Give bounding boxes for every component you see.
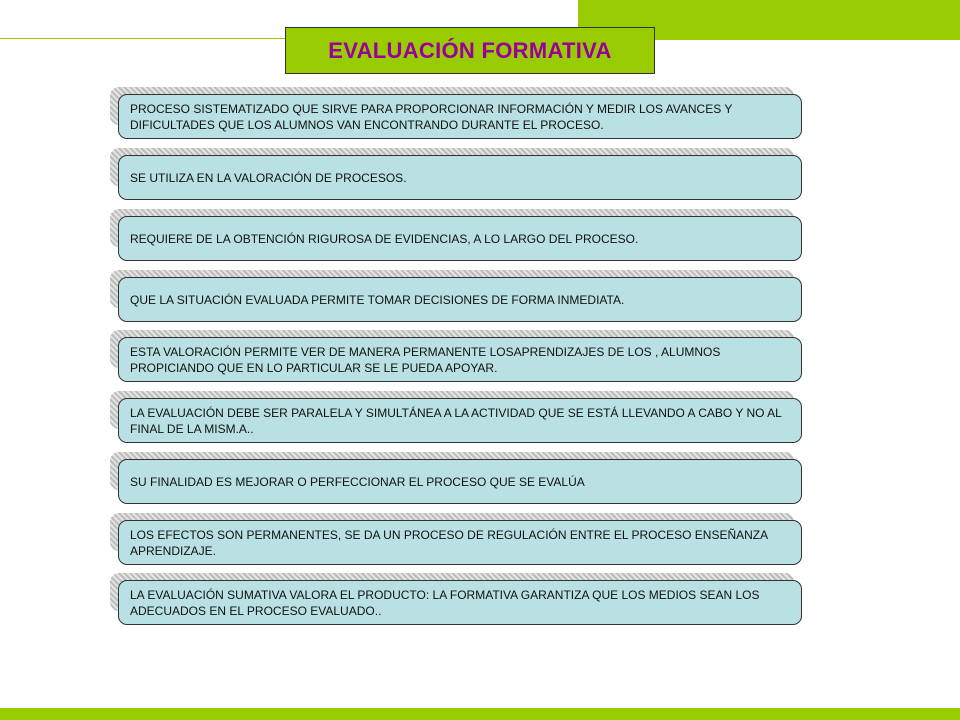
list-item-text: ESTA VALORACIÓN PERMITE VER DE MANERA PERMANENTE LOSAPRENDIZAJES DE LOS , ALUMNOS PROPICIANDO QUE EN LO PARTICULAR SE LE PUEDA APOYAR. (118, 337, 802, 382)
list-item-text: LOS EFECTOS SON PERMANENTES, SE DA UN PROCESO DE REGULACIÓN ENTRE EL PROCESO ENSEÑANZA APRENDIZAJE. (118, 520, 802, 565)
list-item (110, 391, 804, 439)
list-item-text: SU FINALIDAD ES MEJORAR O PERFECCIONAR EL PROCESO QUE SE EVALÚA (118, 459, 802, 504)
bottom-accent-bar (0, 708, 960, 720)
list-item (110, 209, 804, 257)
list-item-text: REQUIERE DE LA OBTENCIÓN RIGUROSA DE EVIDENCIAS, A LO LARGO DEL PROCESO. (118, 216, 802, 261)
list-item-text: LA EVALUACIÓN SUMATIVA VALORA EL PRODUCTO: LA FORMATIVA GARANTIZA QUE LOS MEDIOS SEAN LOS ADECUADOS EN EL PROCESO EVALUADO.. (118, 580, 802, 625)
list-item (110, 148, 804, 196)
list-item (110, 270, 804, 318)
list-item (110, 573, 804, 621)
list-item (110, 452, 804, 500)
list-item-text: SE UTILIZA EN LA VALORACIÓN DE PROCESOS. (118, 155, 802, 200)
list-item-text: QUE LA SITUACIÓN EVALUADA PERMITE TOMAR DECISIONES DE FORMA INMEDIATA. (118, 277, 802, 322)
list-item-text: PROCESO SISTEMATIZADO QUE SIRVE PARA PROPORCIONAR INFORMACIÓN Y MEDIR LOS AVANCES Y DIFICULTADES QUE LOS ALUMNOS VAN ENCONTRANDO DURANTE EL PROCESO. (118, 94, 802, 139)
list-item (110, 87, 804, 135)
list-item (110, 330, 804, 378)
page-title: EVALUACIÓN FORMATIVA (285, 27, 655, 74)
list-item-text: LA EVALUACIÓN DEBE SER PARALELA Y SIMULTÁNEA A LA ACTIVIDAD QUE SE ESTÁ LLEVANDO A CABO Y NO AL FINAL DE LA MISM.A.. (118, 398, 802, 443)
list-item (110, 513, 804, 561)
